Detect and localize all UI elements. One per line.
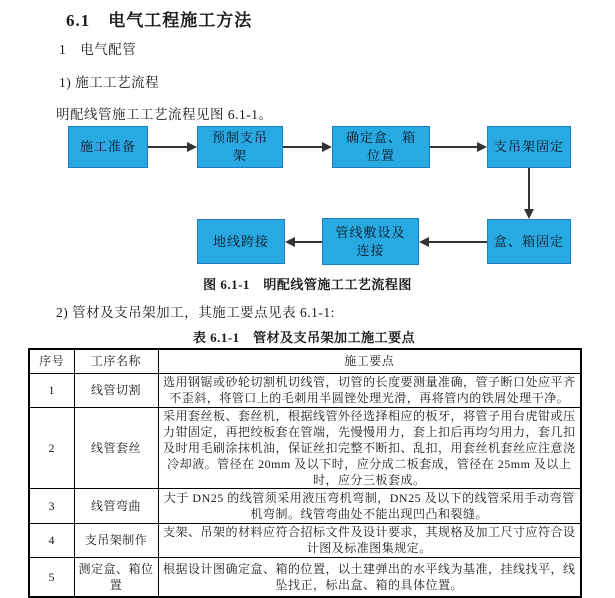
flow-node-ground-bonding: 地线跨接 <box>197 219 285 264</box>
arrow-line-2 <box>283 146 322 148</box>
section-heading: 6.1 电气工程施工方法 <box>66 11 253 30</box>
flow-node-box-position: 确定盒、箱位置 <box>332 126 430 168</box>
cell-no: 5 <box>29 557 74 597</box>
table-row <box>29 523 581 557</box>
flow-node-box-fixing: 盒、箱固定 <box>487 219 571 264</box>
table-row <box>29 407 581 488</box>
table-header-row <box>29 349 581 373</box>
cell-points: 根据设计图确定盒、箱的位置，以土建弹出的水平线为基准，挂线找平，线坠找正，标出盒、箱的具体位置。 <box>158 557 581 597</box>
arrow-line-1 <box>148 146 187 148</box>
paragraph-flow-reference: 明配线管施工工艺流程见图 6.1-1。 <box>56 107 273 122</box>
cell-points: 采用套丝板、套丝机，根据线管外径选择相应的板牙，将管子用台虎钳或压力钳固定，再把绞板套在管端，先慢慢用力，套上扣后再均匀用力，套几扣及时用毛刷涂抹机油，保证丝扣完整不断扣、乱扣，用套丝机套丝应注意浇冷却液。管径在 20mm 及以下时，应分成二板套成，管径在 25mm 及以上时，应分三板套成。 <box>158 407 581 488</box>
header-process-name: 工序名称 <box>74 349 158 373</box>
table-title: 表 6.1-1 管材及支吊架加工施工要点 <box>192 330 416 345</box>
flow-node-support-fixing: 支吊架固定 <box>487 126 571 168</box>
cell-name: 线管弯曲 <box>74 488 158 523</box>
flow-node-conduit-laying: 管线敷设及连接 <box>322 218 419 265</box>
paragraph-process-flow-label: 1) 施工工艺流程 <box>59 75 160 90</box>
header-construction-points: 施工要点 <box>158 349 581 373</box>
cell-points: 支架、吊架的材料应符合招标文件及设计要求，其规格及加工尺寸应符合设计图及标准图集规定。 <box>158 523 581 557</box>
arrow-left-icon <box>419 237 429 247</box>
arrow-right-icon <box>477 142 487 152</box>
arrow-line-6 <box>295 241 322 243</box>
arrow-right-icon <box>187 142 197 152</box>
arrow-line-3 <box>430 146 477 148</box>
figure-caption: 图 6.1-1 明配线管施工工艺流程图 <box>203 277 412 292</box>
table-row <box>29 373 581 407</box>
paragraph-table-reference: 2) 管材及支吊架加工，其施工要点见表 6.1-1: <box>56 305 335 320</box>
paragraph-electrical-conduit: 1 电气配管 <box>59 42 137 57</box>
cell-name: 支吊架制作 <box>74 523 158 557</box>
table-row-clipped <box>29 557 581 597</box>
cell-no: 1 <box>29 373 74 407</box>
cell-points: 大于 DN25 的线管须采用液压弯机弯制，DN25 及以下的线管采用手动弯管机弯制。线管弯曲处不能出现凹凸和裂缝。 <box>158 488 581 523</box>
cell-no: 2 <box>29 407 74 488</box>
flow-node-prefab-supports: 预制支吊架 <box>197 126 283 168</box>
arrow-down-icon <box>524 209 534 219</box>
cell-name: 线管切割 <box>74 373 158 407</box>
flow-node-construction-prep: 施工准备 <box>68 126 148 168</box>
flowchart <box>0 0 615 270</box>
arrow-left-icon <box>285 237 295 247</box>
cell-no: 3 <box>29 488 74 523</box>
cell-name: 线管套丝 <box>74 407 158 488</box>
arrow-line-5 <box>429 241 487 243</box>
table-row <box>29 488 581 523</box>
header-serial-no: 序号 <box>29 349 74 373</box>
construction-points-table <box>28 348 582 598</box>
arrow-line-4 <box>528 168 530 209</box>
cell-name: 测定盒、箱位置 <box>74 557 158 597</box>
cell-no: 4 <box>29 523 74 557</box>
arrow-right-icon <box>322 142 332 152</box>
cell-points: 选用钢锯或砂轮切割机切线管，切管的长度要测量准确，管子断口处应平齐不歪斜，将管口上的毛刺用半圆锉处理光滑，再将管内的铁屑处理干净。 <box>158 373 581 407</box>
